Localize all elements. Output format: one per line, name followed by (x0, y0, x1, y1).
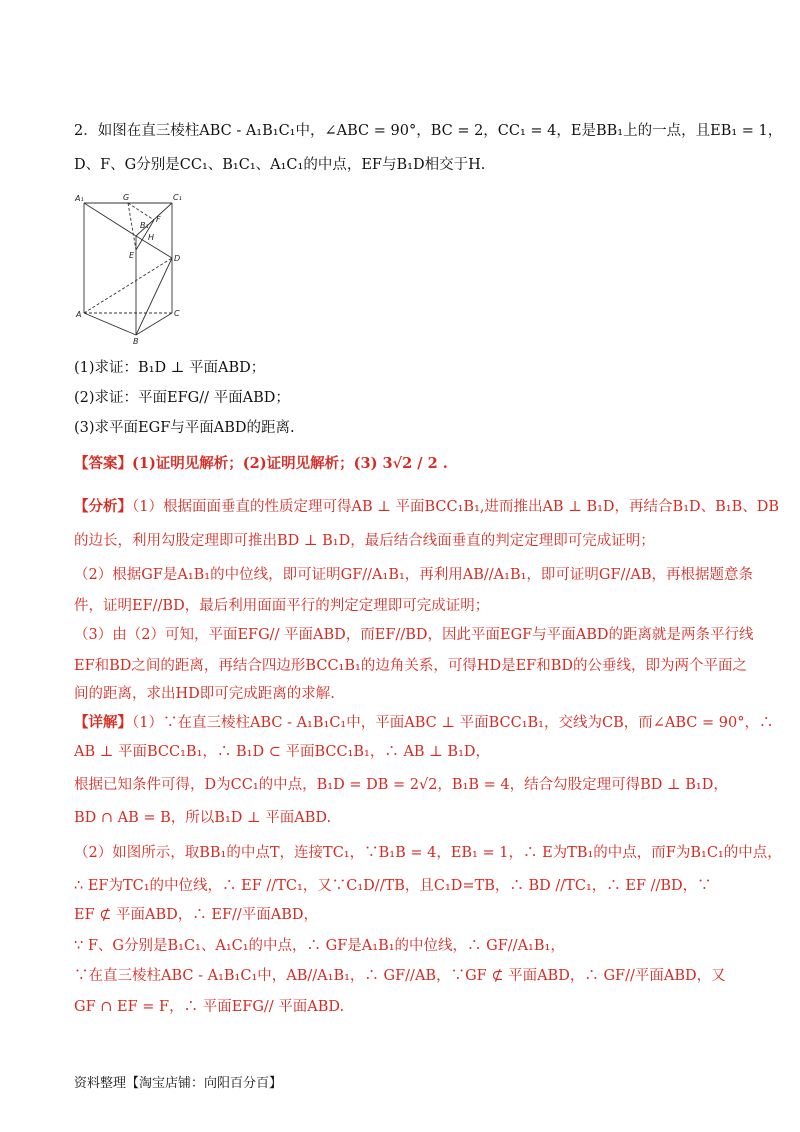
label-a: A (76, 310, 82, 319)
analysis-p3-line2: EF和BD之间的距离，再结合四边形BCC₁B₁的边角关系，可得HD是EF和BD的公垂线，即为两个平面之 (74, 658, 748, 674)
answer-label: 【答案】 (74, 455, 132, 472)
label-f: F (156, 215, 161, 224)
label-a1: A₁ (75, 194, 84, 203)
analysis-p1-line2: 的边长，利用勾股定理即可推出BD ⊥ B₁D，最后结合线面垂直的判定定理即可完成证明； (74, 533, 655, 549)
detail-p2-line2: ∴ EF为TC₁的中位线，∴ EF //TC₁，又∵C₁D//TB，且C₁D=TB，∴ BD //TC₁，∴ EF //BD，∵ (74, 878, 712, 894)
label-h: H (148, 233, 155, 242)
problem-line-2: D、F、G分别是CC₁、B₁C₁、A₁C₁的中点，EF与B₁D相交于H. (74, 157, 486, 173)
analysis-label: 【分析】 (74, 498, 132, 515)
answer-line (74, 454, 734, 474)
detail-p2-line6: GF ∩ EF = F，∴ 平面EFG// 平面ABD. (74, 999, 345, 1015)
edge-ab (84, 313, 136, 335)
label-c1: C₁ (173, 193, 182, 202)
label-e: E (129, 251, 135, 260)
question-3: (3)求平面EGF与平面ABD的距离. (74, 420, 295, 436)
detail-p2-line5: ∵在直三棱柱ABC - A₁B₁C₁中，AB//A₁B₁，∴ GF//AB，∵GF ⊄ 平面ABD，∴ GF//平面ABD，又 (74, 968, 726, 984)
detail-p1-line3: 根据已知条件可得，D为CC₁的中点，B₁D = DB = 2√2，B₁B = 4，结合勾股定理可得BD ⊥ B₁D， (74, 777, 728, 793)
question-1: (1)求证：B₁D ⊥ 平面ABD； (74, 360, 266, 376)
analysis-p1-line1 (74, 497, 780, 517)
label-d: D (174, 254, 181, 263)
detail-p1-line1 (74, 713, 774, 733)
prism-figure (74, 190, 194, 345)
detail-p1-line2: AB ⊥ 平面BCC₁B₁，∴ B₁D ⊂ 平面BCC₁B₁，∴ AB ⊥ B₁D， (74, 744, 491, 760)
label-b: B (133, 337, 139, 345)
label-b1: B₁ (140, 221, 149, 230)
analysis-p3-line3: 间的距离，求出HD即可完成距离的求解. (74, 686, 335, 702)
analysis-p1-line1-text: （1）根据面面垂直的性质定理可得AB ⊥ 平面BCC₁B₁,进而推出AB ⊥ B₁D，再结合B₁D、B₁B、DB (132, 499, 780, 515)
edge-a1b1 (84, 203, 136, 236)
detail-p2-line3: EF ⊄ 平面ABD，∴ EF//平面ABD， (74, 907, 319, 923)
segment-gf (128, 203, 154, 220)
answer-text: (1)证明见解析；(2)证明见解析；(3) 3√2 / 2 . (132, 455, 448, 472)
detail-p2-line1: （2）如图所示，取BB₁的中点T，连接TC₁，∵B₁B = 4，EB₁ = 1，∴ E为TB₁的中点，而F为B₁C₁的中点， (74, 845, 782, 861)
detail-p1-line1-text: （1）∵在直三棱柱ABC - A₁B₁C₁中，平面ABC ⊥ 平面BCC₁B₁，交线为CB，而∠ABC = 90°，∴ (132, 715, 774, 731)
segment-ge (128, 203, 136, 250)
label-c: C (174, 309, 180, 318)
detail-p1-line4: BD ∩ AB = B，所以B₁D ⊥ 平面ABD. (74, 810, 332, 826)
question-2: (2)求证：平面EFG// 平面ABD； (74, 390, 290, 406)
detail-label: 【详解】 (74, 714, 132, 731)
detail-p2-line4: ∵ F、G分别是B₁C₁、A₁C₁的中点，∴ GF是A₁B₁的中位线，∴ GF//A₁B₁， (74, 938, 565, 954)
footer-source: 资料整理【淘宝店铺：向阳百分百】 (74, 1076, 283, 1091)
analysis-p2-line1: （2）根据GF是A₁B₁的中位线，即可证明GF//A₁B₁，再利用AB//A₁B₁，即可证明GF//AB，再根据题意条 (74, 567, 753, 583)
analysis-p3-line1: （3）由（2）可知，平面EFG// 平面ABD，而EF//BD，因此平面EGF与平面ABD的距离就是两条平行线 (74, 627, 754, 643)
label-g: G (123, 193, 130, 202)
problem-line-1: 2．如图在直三棱柱ABC - A₁B₁C₁中，∠ABC = 90°，BC = 2，CC₁ = 4，E是BB₁上的一点，且EB₁ = 1， (74, 123, 783, 139)
analysis-p2-line2: 件，证明EF//BD，最后利用面面平行的判定定理即可完成证明； (74, 598, 490, 614)
